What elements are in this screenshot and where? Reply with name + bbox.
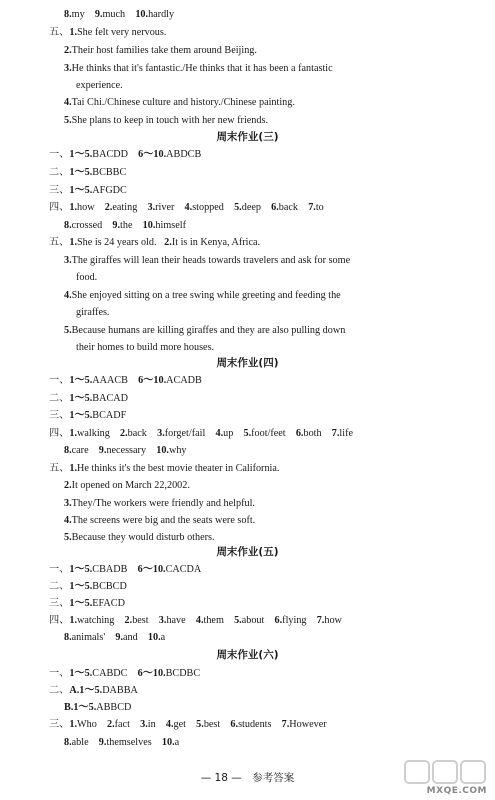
answer-line: 二、1～5.BCBBC [49,167,127,178]
answer-line: 3.The giraffes will lean their heads towards travelers and ask for some [64,255,351,266]
answer-line: 4.She enjoyed sitting on a tree swing while greeting and feeding the [64,290,341,301]
answer-line: 一、1～5.BACDD 6～10.ABDCB [49,149,202,160]
section-heading: 周末作业(四) [216,357,279,369]
answer-line: 4.The screens were big and the seats were soft. [64,515,256,526]
answer-line: 三、1～5.BCADF [49,410,127,421]
answer-line: giraffes. [76,307,110,318]
answer-line: 四、1.how 2.eating 3.river 4.stopped 5.deep 6.back 7.to [49,202,324,213]
answer-line: 8.care 9.necessary 10.why [64,445,187,456]
answer-line: 五、1.She is 24 years old. 2.It is in Kenya, Africa. [49,237,261,248]
answer-line: 二、1～5.BCBCD [49,581,127,592]
answer-line: 2.Their host families take them around Beijing. [64,45,257,56]
answer-line: food. [76,272,98,283]
answer-line: 4.Tai Chi./Chinese culture and history./Chinese painting. [64,97,295,108]
answer-line: their homes to build more houses. [76,342,215,353]
answer-line: 三、1～5.EFACD [49,598,125,609]
watermark-text: MXQE.COM [426,786,487,796]
answer-line: 8.crossed 9.the 10.himself [64,220,186,231]
answer-line: 一、1～5.CABDC 6～10.BCDBC [49,668,201,679]
section-heading: 周末作业(三) [216,131,279,143]
answer-line: 5.She plans to keep in touch with her new friends. [64,115,268,126]
answer-line: 3.He thinks that it's fantastic./He thinks that it has been a fantastic [64,63,333,74]
answer-line: 五、1.He thinks it's the best movie theater in California. [49,463,280,474]
section-heading: 周末作业(五) [216,546,279,558]
answer-line: B.1～5.ABBCD [64,702,132,713]
answer-line: 8.able 9.themselves 10.a [64,737,180,748]
answer-line: 3.They/The workers were friendly and helpful. [64,498,255,509]
answer-line: 8.my 9.much 10.hardly [64,9,175,20]
answer-line: 二、1～5.BACAD [49,393,128,404]
answer-line: 2.It opened on March 22,2002. [64,480,190,491]
section-heading: 周末作业(六) [216,649,279,661]
answer-line: 一、1～5.AAACB 6～10.ACADB [49,375,202,386]
answer-line: 三、1～5.AFGDC [49,185,127,196]
answer-line: 三、1.Who 2.fact 3.in 4.get 5.best 6.students 7.However [49,719,327,730]
page-footer: — 18 — 参考答案 [200,772,295,784]
answer-line: 5.Because humans are killing giraffes and they are also pulling down [64,325,346,336]
answer-line: 四、1.walking 2.back 3.forget/fail 4.up 5.foot/feet 6.both 7.life [49,428,353,439]
answer-line: 五、1.She felt very nervous. [49,27,167,38]
answer-line: 5.Because they would disturb others. [64,532,215,543]
answer-line: 二、A.1～5.DABBA [49,685,138,696]
answer-line: 四、1.watching 2.best 3.have 4.them 5.about 6.flying 7.how [49,615,342,626]
answer-line: 8.animals' 9.and 10.a [64,632,166,643]
answer-line: 一、1～5.CBADB 6～10.CACDA [49,564,202,575]
answer-line: experience. [76,80,123,91]
